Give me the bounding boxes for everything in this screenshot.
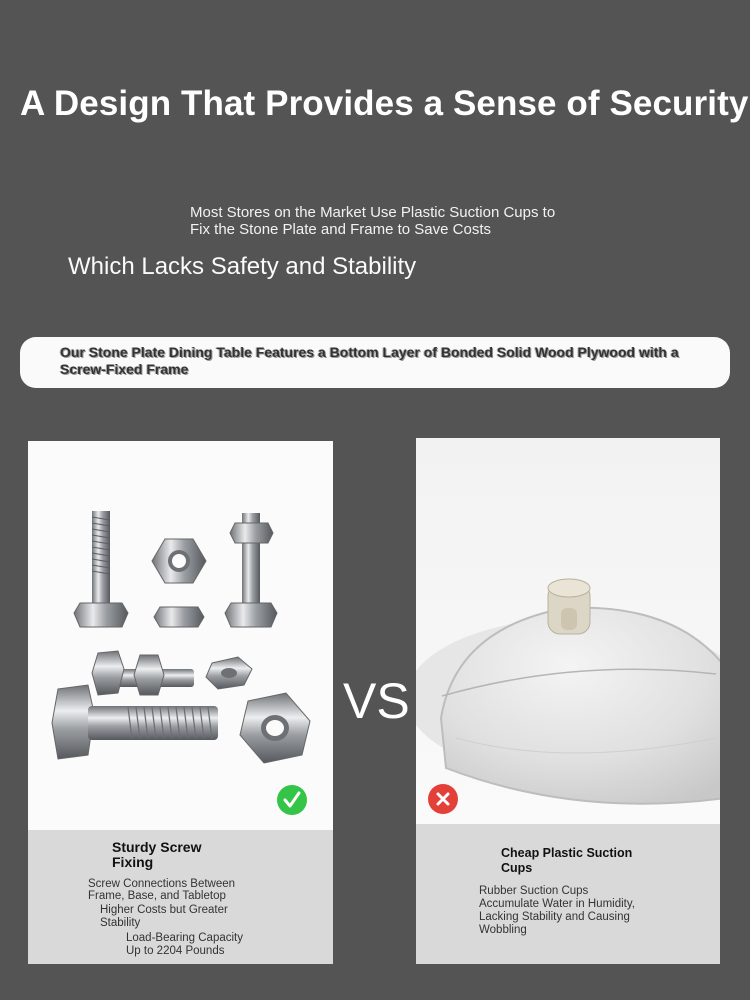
caption-title xyxy=(112,840,201,870)
cross-badge-icon xyxy=(428,784,458,814)
caption-line: Frame, Base, and Tabletop xyxy=(88,890,226,902)
caption-line: Lacking Stability and Causing xyxy=(479,911,630,923)
intro-line: Most Stores on the Market Use Plastic Suction Cups to xyxy=(190,204,556,221)
caption-line: Up to 2204 Pounds xyxy=(126,945,225,957)
banner-line: Screw-Fixed Frame xyxy=(60,361,189,377)
screw-caption xyxy=(28,830,333,964)
vs-label: VS xyxy=(343,673,410,729)
caption-title-line: Fixing xyxy=(112,854,154,870)
caption-title-line: Sturdy Screw xyxy=(112,839,202,855)
intro-text xyxy=(190,204,590,238)
page-title: A Design That Provides a Sense of Security xyxy=(20,84,749,123)
caption-line: Wobbling xyxy=(479,924,527,936)
screw-fixing-panel xyxy=(28,441,333,964)
caption-title-line: Cheap Plastic Suction xyxy=(501,846,633,860)
suction-caption xyxy=(416,824,720,964)
caption-line: Load-Bearing Capacity xyxy=(126,932,243,944)
caption-title xyxy=(501,846,632,876)
suction-cup-illustration xyxy=(416,438,720,824)
feature-banner xyxy=(20,337,730,388)
check-badge-icon xyxy=(277,785,307,815)
screws-bolts-image xyxy=(28,441,333,830)
suction-cup-panel xyxy=(416,438,720,964)
suction-cup-image xyxy=(416,438,720,824)
caption-line: Rubber Suction Cups xyxy=(479,885,589,897)
banner-text xyxy=(60,344,700,378)
banner-line: Our Stone Plate Dining Table Features a Bottom Layer of Bonded Solid Wood Plywood with a xyxy=(60,344,679,360)
subheading: Which Lacks Safety and Stability xyxy=(68,253,417,280)
caption-line: Stability xyxy=(100,917,141,929)
caption-line: Screw Connections Between xyxy=(88,878,236,890)
intro-line: Fix the Stone Plate and Frame to Save Costs xyxy=(190,221,491,238)
caption-line: Accumulate Water in Humidity, xyxy=(479,898,635,910)
caption-line: Higher Costs but Greater xyxy=(100,904,228,916)
caption-title-line: Cups xyxy=(501,861,533,875)
bolts-illustration xyxy=(28,441,333,830)
